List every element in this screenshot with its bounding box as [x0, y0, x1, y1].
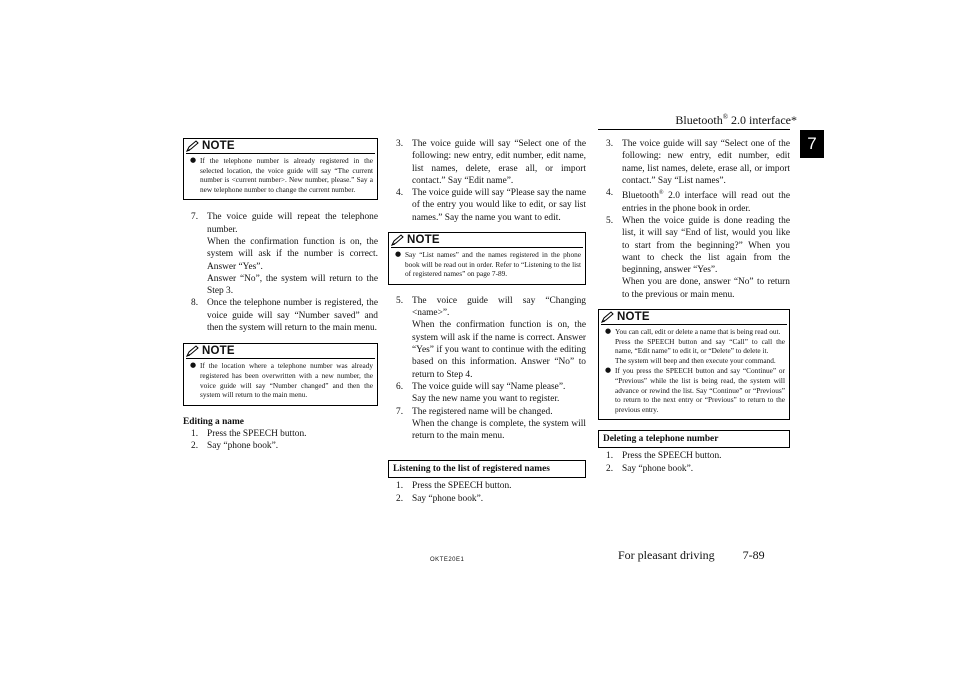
step-number: 6. — [396, 381, 404, 392]
step-text: Say “phone book”. — [207, 441, 279, 452]
list-steps-list — [388, 480, 586, 505]
step-body — [412, 381, 586, 406]
listening-section-heading: Listening to the list of registered names — [388, 460, 586, 478]
step-number: 2. — [191, 441, 199, 452]
step-number: 5. — [396, 295, 404, 306]
note-header — [184, 344, 377, 358]
note-header — [599, 310, 789, 324]
page-number: 7-89 — [742, 548, 765, 562]
step-2 — [388, 493, 586, 505]
step-line: When you are done, answer “No” to return to the previous or main menu. — [622, 277, 790, 300]
bullet-icon: ● — [395, 250, 402, 259]
note-box — [598, 309, 790, 420]
note-bullet — [603, 327, 785, 365]
header-title-part1: Bluetooth — [675, 113, 723, 127]
step-1 — [183, 428, 378, 440]
step-line: When the confirmation function is on, the system will ask if the number is correct. Answer “Yes”. — [207, 236, 378, 272]
step-2 — [598, 463, 790, 475]
note-text: If you press the SPEECH button and say “Continue” or “Previous” while the list is being read, the system will advance or rewind the list. Say “Continue” or “Previous” to return to the next entry or “Previous” to return to the previous entry. — [615, 366, 785, 414]
step-text: The voice guide will say “Select one of the following: new entry, edit number, edit name, list names, delete, erase all, or import contact.” Say “List names”. — [622, 139, 790, 186]
step-5 — [606, 215, 790, 301]
step-6 — [396, 381, 586, 406]
note-line: Press the SPEECH button and say “Call” to call the name, “Edit name” to edit it, or “Delete” to delete it. — [615, 336, 785, 356]
step-number: 4. — [606, 188, 614, 199]
steps-list — [183, 211, 378, 334]
step-line: The voice guide will say “Name please”. — [412, 381, 566, 392]
step-line: The voice guide will say “Changing <name>”. — [412, 295, 586, 319]
step-text: The voice guide will say “Select one of the following: new entry, edit number, edit name, list names, delete, erase all, or import contact.” Say “Edit name”. — [412, 139, 586, 186]
step-number: 1. — [396, 481, 404, 492]
note-body — [184, 359, 377, 404]
note-pencil-icon — [186, 140, 200, 152]
header-rule — [598, 129, 790, 130]
footer-section: For pleasant driving — [618, 548, 715, 562]
column-1 — [183, 138, 378, 452]
note-pencil-icon — [601, 311, 615, 323]
step-number: 1. — [191, 428, 199, 439]
step-number: 1. — [606, 451, 614, 462]
step-line: When the confirmation function is on, the system will ask if the name is correct. Answer “Yes” if you want to continue with the editing based on this information. Answer “No” to return to Step 4. — [412, 320, 586, 380]
delete-steps-list — [598, 450, 790, 475]
note-text: If the telephone number is already registered in the selected location, the voice guide will say “The current number is <current number>. New number, please.” Say a new telephone number to change the current number. — [200, 156, 373, 194]
note-pencil-icon — [186, 345, 200, 357]
note-box — [183, 343, 378, 405]
step-7 — [396, 406, 586, 443]
note-text: If the location where a telephone number was already registered has been overwritten with a new number, the voice guide will say “Number changed” and then the system will return to the main menu. — [200, 361, 373, 400]
note-header — [389, 233, 585, 247]
step-text-a: Bluetooth — [622, 191, 659, 202]
registered-mark: ® — [658, 190, 664, 197]
step-number: 3. — [606, 139, 614, 149]
step-number: 4. — [396, 188, 404, 199]
note-bullet — [188, 361, 373, 399]
note-body — [389, 248, 585, 284]
step-body — [207, 211, 378, 297]
step-number: 7. — [191, 212, 199, 223]
bullet-icon: ● — [190, 156, 197, 164]
step-number: 8. — [191, 298, 199, 309]
note-pencil-icon — [391, 234, 405, 246]
registered-mark: ® — [722, 113, 729, 121]
column-3 — [598, 138, 790, 475]
step-number: 2. — [606, 463, 614, 474]
step-number: 2. — [396, 493, 404, 504]
step-4 — [396, 187, 586, 224]
note-line: You can call, edit or delete a name that is being read out. — [615, 326, 781, 336]
note-label: NOTE — [202, 345, 235, 358]
steps-list — [388, 138, 586, 224]
bullet-icon: ● — [605, 326, 612, 335]
deleting-section-heading: Deleting a telephone number — [598, 430, 790, 448]
note-header — [184, 139, 377, 153]
step-body — [622, 215, 790, 301]
note-body — [599, 325, 789, 419]
step-text: Say “phone book”. — [412, 493, 484, 504]
editing-name-heading: Editing a name — [183, 416, 244, 427]
page-footer — [618, 548, 765, 563]
note-text: Say “List names” and the names registered in the phone book will be read out in order. Refer to “Listening to the list of registered names” on page 7-89. — [405, 250, 581, 279]
note-label: NOTE — [407, 234, 440, 247]
step-number: 7. — [396, 406, 404, 417]
note-bullet — [603, 366, 785, 414]
note-bullet — [188, 156, 373, 194]
steps-list — [388, 295, 586, 443]
step-line: When the voice guide is done reading the list, it will say “End of list, would you like to start from the beginning?” When you want to check the list again from the beginning, answer “Yes”. — [622, 215, 790, 276]
step-3 — [396, 138, 586, 187]
step-number: 3. — [396, 139, 404, 149]
step-body — [412, 295, 586, 381]
step-text: Press the SPEECH button. — [622, 451, 722, 462]
step-line: When the change is complete, the system will return to the main menu. — [412, 418, 586, 442]
note-bullet — [393, 250, 581, 279]
step-2 — [183, 440, 378, 452]
note-text — [615, 327, 785, 365]
chapter-tab: 7 — [800, 130, 824, 158]
note-label: NOTE — [617, 310, 650, 323]
running-header — [675, 113, 797, 128]
step-line: Say the new name you want to register. — [412, 394, 560, 405]
step-line: The voice guide will repeat the telephone number. — [207, 212, 378, 235]
step-1 — [598, 450, 790, 462]
edit-steps-list — [183, 428, 378, 453]
step-body — [622, 187, 790, 215]
step-3 — [606, 138, 790, 187]
step-text-b: 2.0 interface will read out the entries in the phone book in order. — [622, 191, 790, 214]
note-label: NOTE — [202, 140, 235, 152]
note-body — [184, 154, 377, 199]
step-8 — [191, 297, 378, 334]
note-box — [388, 232, 586, 285]
step-number: 5. — [606, 215, 614, 226]
step-text: Once the telephone number is registered, the voice guide will say “Number saved” and then the system will return to the main menu. — [207, 298, 378, 334]
step-text: The voice guide will say “Please say the name of the entry you would like to edit, or say list names.” Say the name you want to edit. — [412, 188, 586, 223]
step-line: Answer “No”, the system will return to the Step 3. — [207, 273, 378, 297]
step-5 — [396, 295, 586, 381]
steps-list — [598, 138, 790, 301]
step-line: The registered name will be changed. — [412, 406, 553, 417]
bullet-icon: ● — [605, 366, 612, 375]
bullet-icon: ● — [190, 361, 197, 370]
step-text: Press the SPEECH button. — [207, 428, 307, 439]
step-body — [412, 406, 586, 443]
note-box — [183, 138, 378, 200]
document-code: OKTE20E1 — [430, 557, 465, 563]
note-line: The system will beep and then execute your command. — [615, 355, 776, 365]
header-title-part2: 2.0 interface* — [728, 113, 797, 127]
column-2 — [388, 138, 586, 505]
step-4 — [606, 187, 790, 215]
step-text: Press the SPEECH button. — [412, 481, 512, 492]
step-7 — [191, 211, 378, 297]
step-text: Say “phone book”. — [622, 463, 694, 474]
step-1 — [388, 480, 586, 492]
